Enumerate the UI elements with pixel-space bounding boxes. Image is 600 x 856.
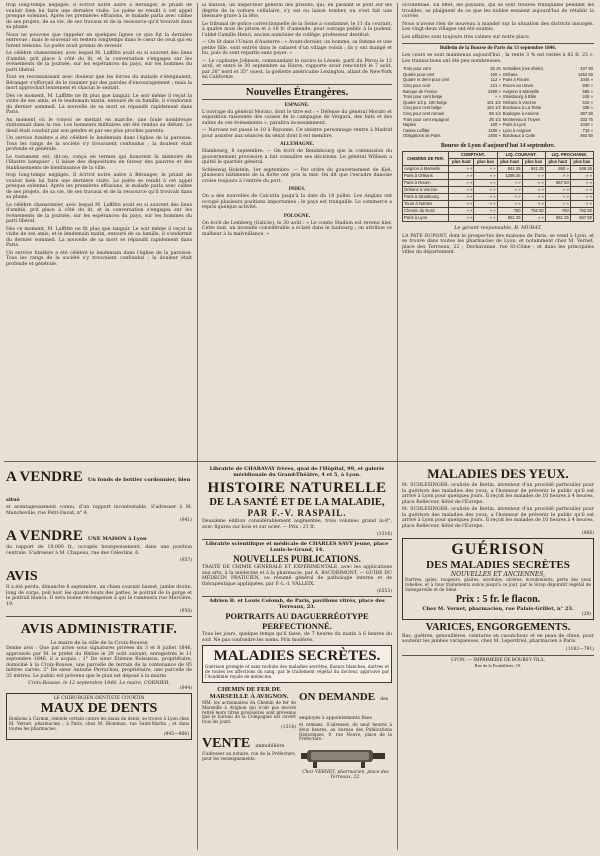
quote-label: Trois pour cent espagnol: [403, 116, 449, 122]
ad-body: Bonbons à Carmin, remède certain contre les maux de dents, se trouve à Lyon chez M. Vernet, pharmacien ; à Paris, chez M. Blondeau, rue Saint-Martin ; et dans toutes les pharmacies.: [9, 716, 189, 731]
ad-number: (28): [581, 611, 591, 617]
ad-body: du rapport de 10,000 fr., occupés bourgeoisement, dans une position centrale. S'adresser à M. Chapeau, rue des Célestins, 6.: [6, 545, 192, 556]
railway-name: Paris à Orléans: [403, 172, 449, 179]
ad-subheading: UNE MAISON à Lyon: [87, 536, 147, 542]
news-paragraph: — Narvaez est passé le 10 à Bayonne. Ce sinistre personnage rentre à Madrid pour assister aux séances du sénat dont il est membre.: [202, 128, 392, 139]
country-subhead: ALLEMAGNE.: [279, 142, 315, 147]
price-cell: » »: [474, 207, 497, 214]
price-cell: » »: [449, 179, 474, 186]
quote-label: Cinq pour cent romain: [403, 111, 445, 117]
price-cell: » »: [522, 193, 545, 200]
ad-heading: CHEMIN DE FER DE MARSEILLE À AVIGNON.: [209, 685, 289, 700]
table-subheader: plus bas: [570, 158, 593, 165]
price-cell: » »: [522, 172, 545, 179]
quote-label: Caisse Laffitte: [403, 127, 430, 133]
news-paragraph: trop long-temps négligés. Il écrivit notre autre à Béranger, le priant de vouloir bien lui faire une dernière visite. Le poète se rendit à cet appel presque solennel. Après les premières effusions, le malade parla avec calme de ses projets, de sa vie, de ses travaux et de la ressource qu'il trouvait dans sa plume.: [6, 173, 192, 200]
ad-number: (966): [581, 531, 594, 536]
ad-pre: Adrien B. et Louis Colomb, de Paris, pavillons vitrés, place des Terreaux, 23.: [209, 598, 385, 610]
price-cell: » »: [570, 193, 593, 200]
table-row: [403, 165, 594, 172]
price-cell: » »: [545, 186, 570, 193]
quote-value: 333 75: [580, 116, 593, 122]
price-cell: » »: [522, 214, 545, 221]
ad-caption: Chez VERNET, pharmacien, place des Terreaux, 22.: [302, 770, 389, 781]
ad-eye-diseases: [402, 466, 594, 536]
ad-subheading: NOUVELLES ET ANCIENNES,: [450, 571, 546, 578]
ad-savy-publications: [202, 539, 392, 594]
ad-heading: A VENDRE: [6, 469, 83, 485]
pate-notice: LA PATE DUPONT, dont le prospectus des maisons de Paris, se vend à Lyon, et se trouve dans toutes les pharmacies de Lyon, et notamment chez M. Vernet, place des Terreaux, 22 ; Dechavanne, rue St-Côme ; et dans les principales villes du département.: [402, 233, 594, 256]
price-cell: » »: [474, 200, 497, 207]
table-header: LIQ. PROCHAINE.: [545, 151, 593, 158]
ad-heading-line2: DES MALADIES SECRÈTES: [426, 559, 570, 571]
ad-number: (6553): [377, 589, 392, 594]
column-rule: [197, 461, 198, 850]
ad-body: Il a été perdu, dimanche 6 septembre, un chien courant basset, jambe droite, long de corps, poil noir, les quatre bouts des pattes, le poitrail de la gorge et le poitrail blancs. Il sera bonne récompense à qui le ramènera rue Mercière, 19.: [6, 585, 192, 607]
price-cell: » »: [522, 186, 545, 193]
country-subhead: INDES.: [288, 187, 306, 192]
price-cell: » »: [449, 186, 474, 193]
quote-label: Naples: [403, 122, 417, 128]
table-header: LIQ. COURANT.: [497, 151, 545, 158]
ad-number: (957): [179, 558, 192, 563]
quote-value: 82 25: [490, 66, 501, 72]
quote-label: Boulogne à Amiens: [502, 111, 539, 117]
railway-name: Chemin du Nord: [403, 207, 449, 214]
quote-row: [402, 133, 594, 139]
table-subheader: plus haut: [545, 158, 570, 165]
ad-number: (1316): [377, 532, 392, 537]
quote-value: 335 »: [582, 105, 593, 111]
bourse-lyon-heading: Bourse de Lyon d'aujourd'hui 14 septembre.: [440, 142, 556, 149]
table-row: [403, 214, 594, 221]
quote-value: » »: [494, 94, 501, 100]
news-paragraph: Un service funèbre a été célébré le lendemain dans l'église de la paroisse. Tous les rangs de la société s'y trouvaient confondus ; la douleur était profonde et générale.: [6, 250, 192, 267]
quote-value: 98 1/2: [489, 111, 501, 117]
ad-number: (1318): [281, 725, 296, 731]
ad-body: Guérison prompte et sans rechute des maladies secrètes, flueurs blanches, dartres et de toutes les affections du sang, par le traitement végétal du docteur, approuvé par l'Académie royale de médecine.: [205, 664, 389, 679]
ad-heading: MAUX DE DENTS: [40, 701, 158, 716]
news-paragraph: Au moment où le convoi se mettait en marche, une foule nombreuse stationnait dans la rue. Les honneurs militaires ont été rendus au défunt. Le deuil était conduit par son gendre et par ses plus proches parents.: [6, 117, 192, 134]
ad-secret-diseases: [202, 645, 392, 683]
railway-name: Orléans à Vierzon: [403, 186, 449, 193]
table-row: [403, 172, 594, 179]
quote-label: Montereau à Troyes: [502, 116, 541, 122]
news-paragraph: Nous ne pouvons que rappeler en quelques lignes ce que fut la dernière entrevue ; mais le souvenir en restera longtemps dans le cœur de ceux qui en furent témoins. Le poète avait promis de revenir.: [6, 32, 192, 49]
price-cell: » »: [474, 172, 497, 179]
country-subhead: ESPAGNE.: [284, 102, 310, 108]
quote-value: 715 »: [582, 127, 593, 133]
ad-pre: Librairie de CHARAVAY frères, quai de l'Hôpital, 99, et galerie méridionale du Grand-Théâtre, 4 et 5, à Lyon.: [209, 466, 385, 478]
quote-label: Lyon à Avignon: [502, 127, 532, 133]
left-column-news: [6, 3, 192, 458]
news-paragraph: Schleswig Holstein, 1er septembre. — Par ordre du gouvernement de Kiel, plusieurs bâtiments de la flotte ont pris la mer. On dit que l'escadre danoise croise toujours à l'entrée du port.: [202, 167, 392, 184]
news-paragraph: Nous n'avons rien de nouveau à mander sur la situation des districts insurgés. Les vingt-deux villages ont été soumis.: [402, 21, 594, 32]
column-rule: [397, 3, 398, 461]
ad-signature: Croix-Rousse, le 12 septembre 1846. Le maire, CORNIER.: [28, 681, 170, 686]
middle-ads-column: [202, 464, 392, 848]
quote-value: 100 »: [490, 122, 501, 128]
ad-subheading: Le maire de la ville de la Croix-Rousse: [50, 640, 148, 646]
price-cell: » »: [449, 207, 474, 214]
price-cell: » »: [449, 200, 474, 207]
news-paragraph: Dès ce moment, M. Laffitte ne fit plus que languir. Le soir même il reçut la visite de ses amis, et le lendemain matin, entouré de sa famille, il s'endormit du dernier sommeil. La nouvelle de sa mort se répandit rapidement dans Paris.: [6, 93, 192, 115]
ad-toothache: [6, 693, 192, 740]
price-cell: 1286 25: [497, 172, 522, 179]
quote-label: Trois pour cent: [403, 66, 431, 72]
news-paragraph: Les affaires sont toujours très calmes sur notre place.: [402, 34, 531, 40]
news-paragraph: trop long-temps négligés. Il écrivit notre autre à Béranger, le priant de vouloir bien lui faire une dernière visite. Le poète se rendit à cet appel presque solennel. Après les premières effusions, le malade parla avec calme de ses projets, de sa vie, de ses travaux et de la ressource qu'il trouvait dans sa plume.: [6, 3, 192, 30]
quote-value: 35 1/2: [489, 116, 501, 122]
news-paragraph: Un service funèbre a été célébré le lendemain dans l'église de la paroisse. Tous les rangs de la société s'y trouvaient confondus ; la douleur était profonde et générale.: [6, 136, 192, 152]
ad-pre: LE CHIRURGIEN-DENTISTE COURTIN: [53, 696, 145, 701]
quote-label: Cinq pour cent belge: [403, 105, 442, 111]
ad-number: (941): [179, 518, 192, 523]
section-heading: Nouvelles Étrangères.: [202, 84, 392, 100]
column-rule: [397, 461, 398, 850]
quote-value: 104 1/2: [486, 105, 501, 111]
price-cell: 941 25: [497, 165, 522, 172]
quote-value: 1045 »: [580, 77, 593, 83]
price-cell: 752 50: [522, 207, 545, 214]
ad-lost-dog: [6, 565, 192, 614]
price-cell: » »: [449, 165, 474, 172]
price-cell: » »: [474, 165, 497, 172]
news-paragraph: L'ouvrage du général Morato, dont le titre est : « Défense du général Morato et exposition raisonnée des causes de la campagne de Vergara, des faits et des suites de ces événements », paraîtra incessamment.: [202, 109, 392, 126]
ad-subheading: immobilière: [255, 744, 285, 750]
price-cell: » »: [497, 193, 522, 200]
price-cell: » »: [474, 193, 497, 200]
price-cell: » »: [497, 200, 522, 207]
bulletin-heading: Bulletin de la Bourse de Paris du 13 septembre 1846.: [402, 43, 594, 51]
price-cell: » »: [449, 172, 474, 179]
printer-address: Rue de la Poulaillerie, 19.: [474, 662, 522, 668]
bourse-lyon-table: [402, 151, 594, 222]
quote-label: Bordeaux à La Teste: [502, 105, 542, 111]
news-paragraph: — On lit dans l'Union d'Austerre : « Avant-dernier, un homme, sa femme et une petite fille, sont entrés dans le cabaret d'un village voisin ; ils y ont mangé et bu, puis ils sont repartis sans payer. »: [202, 40, 392, 56]
table-header: COMPTANT.: [449, 151, 497, 158]
price-cell: » »: [522, 200, 545, 207]
table-row: [403, 179, 594, 186]
quote-label: Trois pour cent belge: [403, 94, 443, 100]
table-subheader: plus bas: [522, 158, 545, 165]
table-row: [403, 200, 594, 207]
quote-label: Bordeaux à Cette: [502, 133, 536, 139]
ad-heading: VARICES, ENGORGEMENTS.: [425, 621, 571, 633]
ad-number: (945—966): [163, 731, 189, 737]
quote-value: 492 50: [580, 133, 593, 139]
ad-heading: AVIS: [6, 569, 38, 584]
news-paragraph: Le célèbre chansonnier, avec lequel M. Laffitte avait eu si souvent des liens d'amitié, prit place à côté du lit, et la conversation s'engagea sur les événements de la journée, sur les espérances du pays, sur les hommes du parti libéral.: [6, 51, 192, 73]
middle-column-news: [202, 3, 392, 458]
ad-heading: MALADIES DES YEUX.: [427, 466, 569, 481]
news-paragraph: Tout en reconnaissant avec douleur que les forces du malade s'éteignaient, Béranger s'efforçait de le ranimer par des paroles d'encouragement ; mais la mort approchait lentement et chacun le sentait.: [6, 75, 192, 91]
news-paragraph: — Le capitaine Johnson, commandant le navire la Léonie, parti du Pérou le 12 avril, et entré le 30 septembre au Havre, rapporte avoir rencontré le 7 août, par 26° nord et 35° ouest, la goélette américaine Lexington, allant de New-York en Californie.: [202, 58, 392, 80]
railway-name: Avignon à Marseille: [403, 165, 449, 172]
ad-administrative-notice: [6, 616, 192, 691]
quote-value: 112 »: [490, 77, 501, 83]
price-cell: » »: [545, 193, 570, 200]
ad-number: (944): [179, 686, 192, 691]
quote-label: Rouen au Havre: [502, 83, 534, 89]
ad-for-sale-house: [6, 525, 192, 563]
column-rule: [197, 3, 198, 461]
price-cell: » »: [570, 172, 593, 179]
quote-value: 437 50: [580, 66, 593, 72]
ad-subheading: NOUVELLES PUBLICATIONS.: [233, 554, 361, 564]
ad-heading: VENTE: [202, 736, 251, 752]
right-column-finance: [402, 3, 594, 458]
newspaper-page: [4, 3, 596, 850]
quote-label: Orléans à Vierzon: [502, 99, 537, 105]
quote-label: Quatre et demi pour cent: [403, 77, 450, 83]
price-cell: » »: [545, 200, 570, 207]
country-subhead: POLOGNE.: [283, 213, 311, 219]
table-subheader: plus haut: [449, 158, 474, 165]
quote-label: Quatre 1/2 p. 100 belge: [403, 99, 448, 105]
ad-body: Bas, guêtres, genouillères, ceintures en caoutchouc et en peau de chien, pour soutenir les jambes variqueuses, chez M. Leperdriel, pharmacien à Paris.: [402, 633, 594, 645]
quote-value: 387 50: [580, 111, 593, 117]
ad-raspail-book: [202, 466, 392, 537]
quote-label: Orléans: [502, 71, 518, 77]
railway-name: Tours à Nantes: [403, 200, 449, 207]
ad-heading: MALADIES SECRÈTES.: [213, 648, 381, 664]
quote-value: 3280 »: [487, 88, 501, 94]
quote-value: 121 »: [490, 83, 501, 89]
quote-value: 585 »: [582, 88, 593, 94]
price-cell: 941 25: [522, 165, 545, 172]
ad-heading: AVIS ADMINISTRATIF.: [20, 622, 178, 637]
price-cell: » »: [570, 186, 593, 193]
price-cell: 567 50: [570, 214, 593, 221]
quote-value: 1400 »: [487, 133, 501, 139]
railway-name: Paris à Strasbourg: [403, 193, 449, 200]
ad-body: M. SCHLESINGER, oculiste de Berlin, inventeur d'un procédé particulier pour la guérison des maladies des yeux, a l'honneur de prévenir le public qu'il est arrivé à Lyon pour quelques jours. Il reçoit les malades de 10 heures à 4 heures, place Bellecour, hôtel de l'Europe.: [402, 483, 594, 505]
ad-body: M. SCHLESINGER, oculiste de Berlin, inventeur d'un procédé particulier pour la guérison des maladies des yeux, a l'honneur de prévenir le public qu'il est arrivé à Lyon pour quelques jours. Il reçoit les malades de 10 heures à 4 heures, place Bellecour, hôtel de l'Europe.: [402, 507, 594, 529]
ad-heading: ON DEMANDE: [299, 690, 376, 703]
ad-body: et avantageusement connu, d'un rapport incontestable. S'adresser à M. Mancheville, rue Petit-David, n° 4.: [6, 505, 192, 516]
ad-body: TRAITÉ DE CHIMIE GÉNÉRALE ET EXPÉRIMENTALE, avec les applications aux arts, à la médecine et à la pharmacie, par A. BAUDRIMONT. — GUIDE DU MÉDECIN PRATICIEN, ou résumé général de pathologie interne et de thérapeutique appliquées, par F.-L.-I. VALLEIX.: [202, 565, 392, 587]
table-subheader: plus bas: [474, 158, 497, 165]
quote-label: Paris à Rouen: [502, 77, 530, 83]
table-subheader: plus haut: [497, 158, 522, 165]
price-cell: » »: [474, 186, 497, 193]
news-paragraph: Dès ce moment, M. Laffitte ne fit plus que languir. Le soir même il reçut la visite de ses amis, et le lendemain matin, entouré de sa famille, il s'endormit du dernier sommeil. La nouvelle de sa mort se répandit rapidement dans Paris.: [6, 226, 192, 248]
gerant-signature: Le gérant responsable, B. MURAT.: [454, 224, 542, 231]
quote-value: 1020 »: [580, 122, 593, 128]
quote-value: 1180 »: [488, 127, 501, 133]
price-cell: 551 25: [497, 214, 522, 221]
price-cell: » »: [497, 179, 522, 186]
price-cell: » »: [570, 179, 593, 186]
price-cell: » »: [545, 172, 570, 179]
price-cell: » »: [497, 186, 522, 193]
quote-label: Avignon à Marseille: [502, 88, 540, 94]
ad-author: PAR F.-V. RASPAIL.: [247, 508, 347, 518]
quote-value: 101 1/2: [486, 99, 501, 105]
quote-label: Obligations de Paris: [403, 133, 441, 139]
quote-label: Versailles (rive droite): [502, 66, 544, 72]
table-header: CHEMINS DE FER.: [403, 151, 449, 165]
news-paragraph: Le tribunal de police correctionnelle de la Seine a condamné, le 11 du courant, à quatre mois de prison et à 16 fr. d'amende, pour outrage public à la pudeur, l'abbé Camille Henri, ancien aumônier de collège, professeur destitué.: [202, 21, 392, 38]
ad-heading: GUÉRISON: [451, 541, 545, 558]
ad-section-divider: [4, 461, 596, 462]
ad-body: Tous les jours, quelque temps qu'il fasse, de 7 heures du matin à 6 heures du soir. Ne pas confondre les noms. Prix modérés.: [202, 632, 392, 643]
ad-heading: PORTRAITS AU DAGUERRÉOTYPE PERFECTIONNÉ.: [225, 611, 369, 631]
quote-label: Paris à Lyon: [502, 122, 526, 128]
price-cell: 946 25: [570, 165, 593, 172]
quote-label: Banque de France: [403, 88, 438, 94]
right-ads-column: [402, 464, 594, 848]
quote-value: 1262 50: [577, 71, 593, 77]
ad-subheading: Un fonds de bottier cordonnier, bien situé: [6, 477, 191, 503]
bulletin-intro: Les cours se sont maintenus aujourd'hui ; la rente 3 % est restée à 82 fr. 25 c. Les transactions ont été peu nombreuses.: [402, 53, 594, 64]
price-cell: 967 50: [545, 179, 570, 186]
ad-daguerreotype: [202, 596, 392, 643]
quote-label: Quatre pour cent: [403, 71, 435, 77]
quote-label: Strasbourg à Bâle: [502, 94, 537, 100]
table-row: [403, 207, 594, 214]
ad-body: S'adresser au notaire, rue de la Préfecture, pour les renseignements.: [202, 751, 296, 762]
ad-heading: A VENDRE: [6, 528, 83, 544]
ad-subheading: des employés à appointements fixes: [299, 696, 389, 721]
ad-wanted: [299, 685, 392, 781]
news-paragraph: On écrit de Lemberg (Galicie), le 30 août : « Le comte Stadion est revenu hier. Cette nuit, un incendie considérable a éclaté dans le faubourg ; on attribue ce malheur à la malveillance. »: [202, 220, 392, 237]
ad-body: et remises. S'adresser, de neuf heures à deux heures, au bureau des Publications Historiques, 9, rue Neuve, place de la Préfecture.: [299, 721, 392, 742]
ad-heading: HISTOIRE NATURELLE: [207, 480, 387, 496]
ad-body: MM. les actionnaires du Chemin de fer de Marseille à Avignon qui n'ont pas encore retiré leurs titres provisoires sont prévenus que le bureau de la Compagnie est ouvert tous les jours.: [202, 699, 296, 725]
news-paragraph: On a des nouvelles de Calcutta jusqu'à la date du 18 juillet. Les Anglais ont occupé plusieurs positions importantes ; le pays est tranquille. Le commerce a repris quelque activité.: [202, 194, 392, 210]
ad-number: (1182—791): [565, 646, 594, 652]
railway-name: Paris à Rouen: [403, 179, 449, 186]
quote-value: 100 »: [490, 71, 501, 77]
quote-value: 830 »: [582, 83, 593, 89]
news-paragraph: occidentale. En effet, les paysans, qui se sont trouvés tranquilles pendant les troubles, se plaignent de ce que les nobles essaient aujourd'hui de rétablir la corvée.: [402, 3, 594, 19]
quote-label: Cinq pour cent: [403, 83, 431, 89]
left-ads-column: [6, 464, 192, 848]
news-paragraph: Hambourg, 8 septembre. — On écrit de Rendsbourg que la commission du gouvernement provisoire a fait connaître ses décisions. Le général Willisen a quitté le quartier général.: [202, 149, 392, 165]
price-cell: 561 25: [545, 214, 570, 221]
railway-name: Paris à Lyon: [403, 214, 449, 221]
ad-number: (950): [179, 609, 192, 614]
stove-illustration: [299, 742, 391, 770]
price-cell: » »: [449, 214, 474, 221]
quote-value: 245 »: [582, 94, 593, 100]
table-row: [403, 193, 594, 200]
ad-address: Chez M. Vernet, pharmacien, rue Palais-Grillet, n° 23.: [422, 605, 574, 612]
ad-body: Donne avis : Que par actes sous signatures privées du 3 et 8 juillet 1846, approuvés par M. le préfet du Rhône le 29 août suivant, enregistrés le 11 septembre 1846, il a acquis : 1° De sieur Étienne Boissieux, propriétaire, domicilié à la Croix-Rousse, une parcelle de terrain de la contenance de 85 mètres carrés. 2° De sieur Antoine Perrachon, propriétaire, une parcelle de 35 mètres. Le public est prévenu que le plan est déposé à la mairie.: [6, 646, 192, 679]
ad-body: Dartres, gales, rougeurs, glaires, scrofules, ulcères, écoulements, perte des yeux rebelles, et à tous traitements suivis jusqu'à ce jour, par le Sirop dépuratif végétal de Salsepareille et de Séné.: [405, 577, 591, 592]
price-cell: 750: [497, 207, 522, 214]
quote-value: 510 »: [582, 99, 593, 105]
printer-imprint: LYON. — IMPRIMERIE DE BOURSY FILS,: [451, 657, 545, 663]
price-cell: » »: [449, 193, 474, 200]
news-paragraph: Le testament est, dit-on, conçu en termes qui honorent la mémoire de l'illustre banquier ; il laisse des dispositions en faveur des pauvres et des établissements de bienfaisance de la ville.: [6, 154, 192, 171]
ad-row: [202, 685, 392, 781]
ad-heading: Librairie scientifique et médicale de CHARLES SAVY jeune, place Louis-le-Grand, 14.: [205, 541, 389, 553]
ad-body: Deuxième édition considérablement augmentée, trois volumes grand in-8°, avec figures sur bois et sur acier. — Prix : 21 fr.: [202, 519, 392, 530]
price-cell: 752 50: [570, 207, 593, 214]
ad-heading-line2: DE LA SANTÉ ET DE LA MALADIE,: [209, 497, 385, 508]
price-cell: » »: [474, 214, 497, 221]
table-row: [403, 186, 594, 193]
ad-for-sale-shop: [6, 466, 192, 523]
ad-price: Prix : 5 fr. le flacon.: [455, 593, 541, 605]
ad-railway: [202, 685, 296, 781]
news-paragraph: la maison, un inspecteur général des prisons, qui, en passant le pont sur les degrés de la voiture cellulaire, s'y est ou laissé tomber, ou s'est fait une blessure grave à la tête.: [202, 3, 392, 19]
price-cell: 950 »: [545, 165, 570, 172]
news-paragraph: Le célèbre chansonnier, avec lequel M. Laffitte avait eu si souvent des liens d'amitié, prit place à côté du lit, et la conversation s'engagea sur les événements de la journée, sur les espérances du pays, sur les hommes du parti libéral.: [6, 202, 192, 224]
price-cell: » »: [570, 200, 593, 207]
price-cell: 750: [545, 207, 570, 214]
ad-varices: [402, 622, 594, 652]
price-cell: » »: [522, 179, 545, 186]
bourse-paris-table: [402, 66, 594, 139]
ad-cure: [402, 538, 594, 620]
price-cell: » »: [474, 179, 497, 186]
